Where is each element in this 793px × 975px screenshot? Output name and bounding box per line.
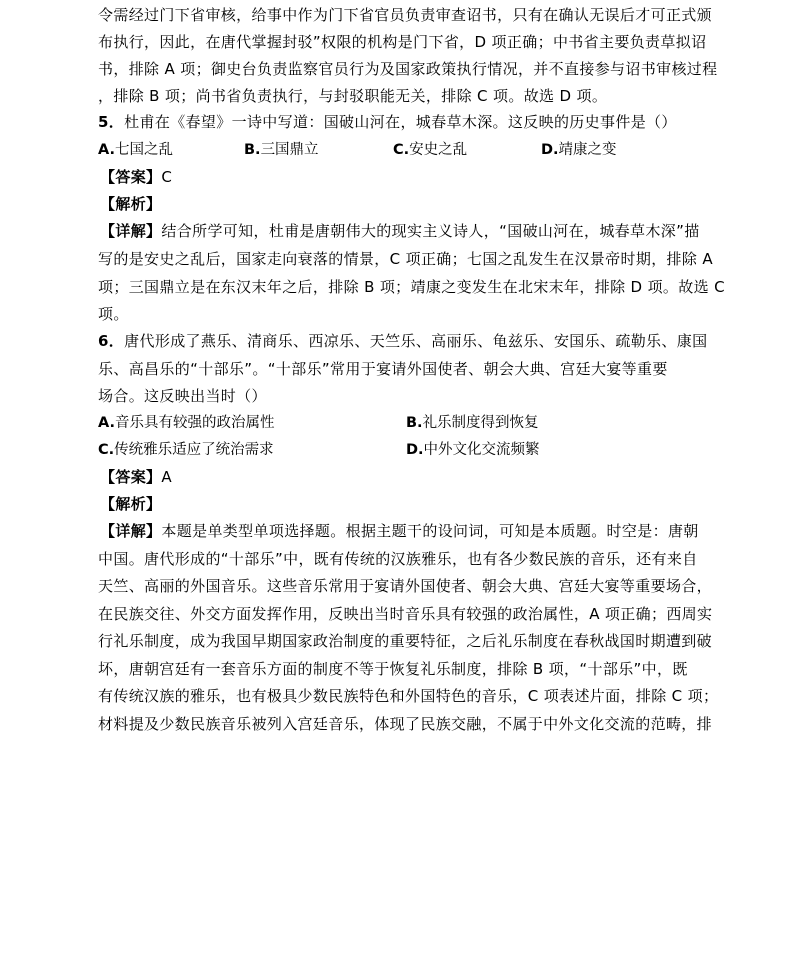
q5-number: 5． bbox=[98, 113, 125, 131]
q6-detail-line bbox=[100, 521, 699, 541]
answer-label: 【答案】 bbox=[100, 468, 162, 486]
q4-detail-line: ，排除 B 项；尚书省负责执行，与封驳职能无关，排除 C 项。故选 D 项。 bbox=[98, 87, 608, 105]
q4-detail-line: 令需经过门下省审核，给事中作为门下省官员负责审查诏书，只有在确认无误后才可正式颁 bbox=[98, 6, 713, 24]
q5-stem-text: 杜甫在《春望》一诗中写道：国破山河在，城春草木深。这反映的历史事件是（） bbox=[124, 113, 677, 131]
q5-detail-line: 写的是安史之乱后，国家走向衰落的情景，C 项正确；七国之乱发生在汉景帝时期，排除 A bbox=[98, 250, 713, 268]
q4-detail-line: 书，排除 A 项；御史台负责监察官员行为及国家政策执行情况，并不直接参与诏书审核过程 bbox=[98, 60, 718, 78]
q5-detail-line: 项。 bbox=[98, 305, 129, 323]
q5-stem bbox=[98, 112, 677, 132]
q6-stem-line: 场合。这反映出当时（） bbox=[98, 387, 267, 405]
q6-detail-text: 本题是单类型单项选择题。根据主题干的设问词，可知是本质题。时空是：唐朝 bbox=[161, 522, 699, 540]
q5-option-key: B. bbox=[244, 142, 261, 158]
detail-label: 【详解】 bbox=[100, 522, 162, 540]
q6-detail-line: 有传统汉族的雅乐，也有极具少数民族特色和外国特色的音乐，C 项表述片面，排除 C 项； bbox=[98, 687, 719, 705]
q6-option-key: C. bbox=[98, 442, 115, 458]
answer-value: A bbox=[161, 468, 173, 486]
q6-stem-text: 唐代形成了燕乐、清商乐、西凉乐、天竺乐、高丽乐、龟兹乐、安国乐、疏勒乐、康国 bbox=[124, 332, 708, 350]
q6-number: 6． bbox=[98, 332, 125, 350]
q5-option-c bbox=[393, 140, 467, 160]
q6-option-key: B. bbox=[406, 415, 423, 431]
q5-option-key: A. bbox=[98, 142, 115, 158]
q6-option-text: 传统雅乐适应了统治需求 bbox=[114, 442, 274, 458]
q5-detail-line: 项；三国鼎立是在东汉末年之后，排除 B 项；靖康之变发生在北宋末年，排除 D 项。故选 C bbox=[98, 278, 725, 296]
q6-option-text: 音乐具有较强的政治属性 bbox=[115, 415, 275, 431]
q6-stem-line: 乐、高昌乐的“十部乐”。“十部乐”常用于宴请外国使者、朝会大典、宫廷大宴等重要 bbox=[98, 360, 668, 378]
q6-option-a bbox=[98, 413, 275, 433]
q6-detail-line: 坏，唐朝宫廷有一套音乐方面的制度不等于恢复礼乐制度，排除 B 项，“十部乐”中，既 bbox=[98, 660, 688, 678]
q6-detail-line: 行礼乐制度，成为我国早期国家政治制度的重要特征，之后礼乐制度在春秋战国时期遭到破 bbox=[98, 632, 713, 650]
q5-detail-line bbox=[100, 221, 700, 241]
q6-option-d bbox=[406, 440, 540, 460]
answer-label: 【答案】 bbox=[100, 168, 162, 186]
q5-answer bbox=[100, 167, 172, 187]
q6-option-b bbox=[406, 413, 539, 433]
q6-option-key: A. bbox=[98, 415, 115, 431]
q5-detail-text: 结合所学可知，杜甫是唐朝伟大的现实主义诗人，“国破山河在，城春草木深”描 bbox=[161, 222, 700, 240]
q6-option-text: 中外文化交流频繁 bbox=[423, 442, 540, 458]
q5-option-text: 安史之乱 bbox=[409, 142, 468, 158]
q6-detail-line: 中国。唐代形成的“十部乐”中，既有传统的汉族雅乐，也有各少数民族的音乐，还有来自 bbox=[98, 550, 698, 568]
q6-detail-line: 在民族交往、外交方面发挥作用，反映出当时音乐具有较强的政治属性，A 项正确；西周实 bbox=[98, 605, 713, 623]
q5-option-a bbox=[98, 140, 173, 160]
q6-option-c bbox=[98, 440, 274, 460]
q6-detail-line: 天竺、高丽的外国音乐。这些音乐常用于宴请外国使者、朝会大典、宫廷大宴等重要场合， bbox=[98, 577, 713, 595]
q5-option-key: D. bbox=[541, 142, 559, 158]
q6-option-key: D. bbox=[406, 442, 424, 458]
q5-option-b bbox=[244, 140, 319, 160]
q6-stem-line bbox=[98, 331, 707, 351]
q5-option-text: 靖康之变 bbox=[558, 142, 617, 158]
answer-value: C bbox=[161, 168, 173, 186]
q5-option-text: 七国之乱 bbox=[115, 142, 173, 158]
q6-answer bbox=[100, 467, 172, 487]
detail-label: 【详解】 bbox=[100, 222, 162, 240]
q6-analysis-label: 【解析】 bbox=[100, 495, 162, 513]
q6-detail-line: 材料提及少数民族音乐被列入宫廷音乐，体现了民族交融，不属于中外文化交流的范畴，排 bbox=[98, 715, 713, 733]
q5-option-key: C. bbox=[393, 142, 410, 158]
q5-option-d bbox=[541, 140, 617, 160]
q5-option-text: 三国鼎立 bbox=[260, 142, 319, 158]
q4-detail-line: 布执行，因此，在唐代掌握封驳”权限的机构是门下省，D 项正确；中书省主要负责草拟诏 bbox=[98, 33, 707, 51]
q6-option-text: 礼乐制度得到恢复 bbox=[422, 415, 539, 431]
q5-analysis-label: 【解析】 bbox=[100, 195, 162, 213]
